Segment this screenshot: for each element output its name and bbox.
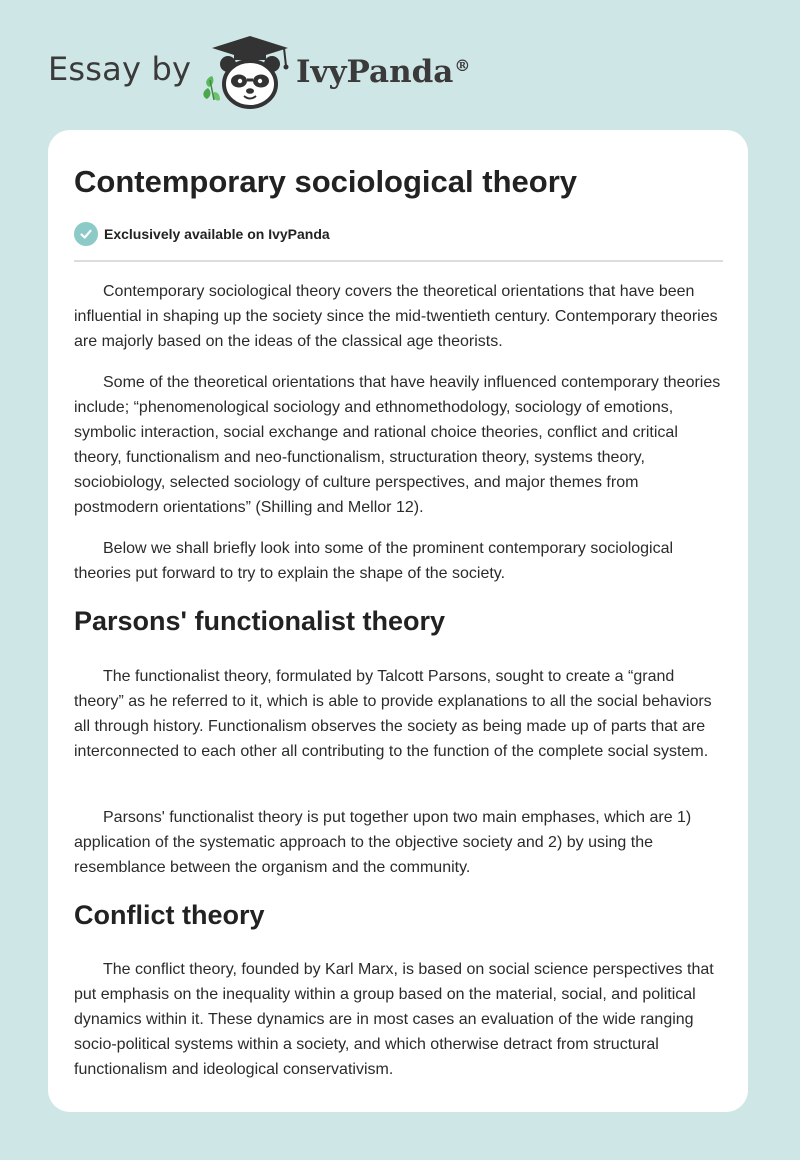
site-header xyxy=(0,0,800,130)
functionalist-paragraph-1: The functionalist theory, formulated by Talcott Parsons, sought to create a “grand theory” as he referred to it, which is able to provide explanations to all the social behaviors all through history. Functionalism observes the society as being made up of parts that are interconnected to each other all contributing to the function of the complete social system. xyxy=(74,668,712,760)
essay-by-label: Essay by xyxy=(48,50,192,88)
essay-title: Contemporary sociological theory xyxy=(74,164,577,199)
brand-name[interactable] xyxy=(296,54,469,90)
intro-paragraph-3: Below we shall briefly look into some of the prominent contemporary sociological theories put forward to try to explain the shape of the society. xyxy=(74,540,674,582)
ivypanda-logo[interactable] xyxy=(200,34,300,114)
exclusive-badge xyxy=(74,222,330,246)
intro-paragraph-2: Some of the theoretical orientations that have heavily influenced contemporary theories include; “phenomenological sociology and ethnomethodology, sociology of emotions, symbolic interaction, social exchange and rational choice theories, conflict and critical theory, functionalism and neo-functionalism, structuration theory, systems theory, sociobiology, selected sociology of culture perspectives, and major themes from postmodern orientations” (Shilling and Mellor 12). xyxy=(74,374,721,516)
section-heading-functionalist: Parsons' functionalist theory xyxy=(74,606,445,636)
section-heading-conflict: Conflict theory xyxy=(74,900,265,930)
title-divider xyxy=(74,260,723,262)
ivy-leaf-icon xyxy=(203,76,220,101)
panda-graduate-icon xyxy=(200,34,300,114)
conflict-paragraph-1: The conflict theory, founded by Karl Marx, is based on social science perspectives that put emphasis on the inequality within a group based on the material, social, and political dynamics within it. These dynamics are in most cases an evaluation of the wide ranging socio-political systems within a society, and which otherwise detract from structural functionalism and ideological conservativism. xyxy=(74,961,714,1078)
exclusive-badge-text: Exclusively available on IvyPanda xyxy=(104,226,330,242)
intro-paragraph-1: Contemporary sociological theory covers the theoretical orientations that have been influential in shaping up the society since the mid-twentieth century. Contemporary theories are majorly based on the ideas of the classical age theorists. xyxy=(74,283,718,350)
check-icon xyxy=(74,222,98,246)
essay-card xyxy=(48,130,748,1112)
registered-mark: ® xyxy=(454,56,471,75)
functionalist-paragraph-2: Parsons' functionalist theory is put together upon two main emphases, which are 1) application of the systematic approach to the objective society and 2) by using the resemblance between the organism and the community. xyxy=(74,809,692,876)
brand-name-text: IvyPanda xyxy=(296,54,454,90)
